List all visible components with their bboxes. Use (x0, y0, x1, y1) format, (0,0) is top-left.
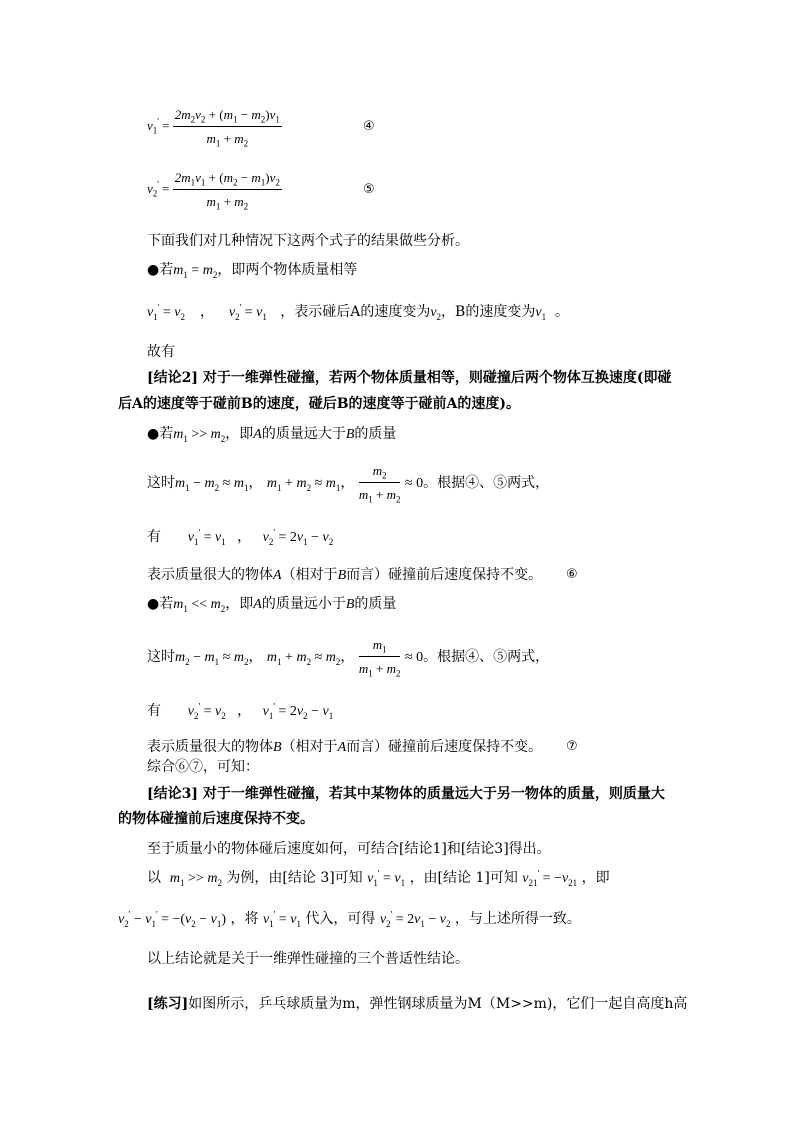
intro-text: 下面我们对几种情况下这两个式子的结果做些分析。 (147, 233, 469, 249)
case3-approx: 这时$m_2 - m_1 \approx m_2$， $m_1 + m_2 \approx m_2$， $\frac{m_1}{m_1 + m_2}$ ≈ 0。根据④、⑤两式， (147, 637, 550, 679)
formula-5: $v_2'$ = $\frac{2m_1v_1 + (m_2 - m_1)v_2}{m_1 + m_2}$ (147, 170, 280, 212)
conclusion2-line2: 后A的速度等于碰前B的速度，碰后B的速度等于碰前A的速度)。 (118, 396, 521, 412)
formula-5-mark: ⑤ (363, 182, 375, 197)
case1-result: $v_1' = v_2$ ， $v_2' = v_1$ ，表示碰后A的速度变为$v_2$，B的速度变为$v_1$ 。 (147, 302, 569, 322)
summary-text: 综合⑥⑦，可知： (147, 759, 259, 775)
case3-condition: ●若$m_1 << m_2$，即A的质量远小于B的质量 (147, 596, 397, 614)
conclusion3-line2: 的物体碰撞前后速度保持不变。 (118, 811, 314, 827)
case3-result: 有 $v_2' = v_2$ ， $v_1' = 2v_2 - v_1$ (147, 701, 334, 721)
three-conclusions-text: 以上结论就是关于一维弹性碰撞的三个普适性结论。 (147, 951, 469, 967)
exercise-line: [练习]如图所示，乒乓球质量为m，弹性钢球质量为M（M>>m)，它们一起自高度h高 (147, 996, 688, 1012)
case2-condition: ●若$m_1 >> m_2$，即A的质量远大于B的质量 (147, 426, 397, 444)
conclusion3-line1: [结论3] 对于一维弹性碰撞，若其中某物体的质量远大于另一物体的质量，则质量大 (147, 786, 665, 802)
example-line2: $v_2' - v_1' = -(v_2 - v_1)$ ，将 $v_1' = v_1$ 代入，可得 $v_2' = 2v_1 - v_2$ ，与上述所得一致。 (118, 909, 581, 929)
formula-4-fraction: $\frac{2m_2v_2 + (m_1 - m_2)v_1}{m_1 + m_2}$ (174, 107, 280, 149)
small-mass-text: 至于质量小的物体碰后速度如何，可结合[结论1]和[结论3]得出。 (147, 841, 551, 857)
case2-meaning: 表示质量很大的物体A（相对于B而言）碰撞前后速度保持不变。 (147, 567, 543, 583)
formula-4-mark: ④ (363, 119, 375, 134)
case3-mark: ⑦ (566, 739, 578, 754)
case1-condition: ●若$m_1 = m_2$，即两个物体质量相等 (147, 262, 358, 280)
case2-approx: 这时$m_1 - m_2 \approx m_1$， $m_1 + m_2 \approx m_1$， $\frac{m_2}{m_1 + m_2}$ ≈ 0。根据④、⑤两式， (147, 463, 550, 505)
case2-mark: ⑥ (566, 567, 578, 582)
formula-4: $v_1'$ = $\frac{2m_2v_2 + (m_1 - m_2)v_1}{m_1 + m_2}$ (147, 107, 280, 149)
guyou-text: 故有 (147, 344, 175, 360)
case3-meaning: 表示质量很大的物体B（相对于A而言）碰撞前后速度保持不变。 (147, 739, 543, 755)
formula-5-fraction: $\frac{2m_1v_1 + (m_2 - m_1)v_2}{m_1 + m_2}$ (174, 170, 280, 212)
conclusion2-line1: [结论2] 对于一维弹性碰撞，若两个物体质量相等，则碰撞后两个物体互换速度(即碰 (147, 370, 672, 386)
case2-result: 有 $v_1' = v_1$ ， $v_2' = 2v_1 - v_2$ (147, 527, 334, 547)
example-line1: 以 $m_1 >> m_2$ 为例，由[结论 3]可知 $v_1' = v_1$ ，由[结论 1]可知 $v_{21}' = -v_{21}$ ，即 (147, 868, 610, 888)
